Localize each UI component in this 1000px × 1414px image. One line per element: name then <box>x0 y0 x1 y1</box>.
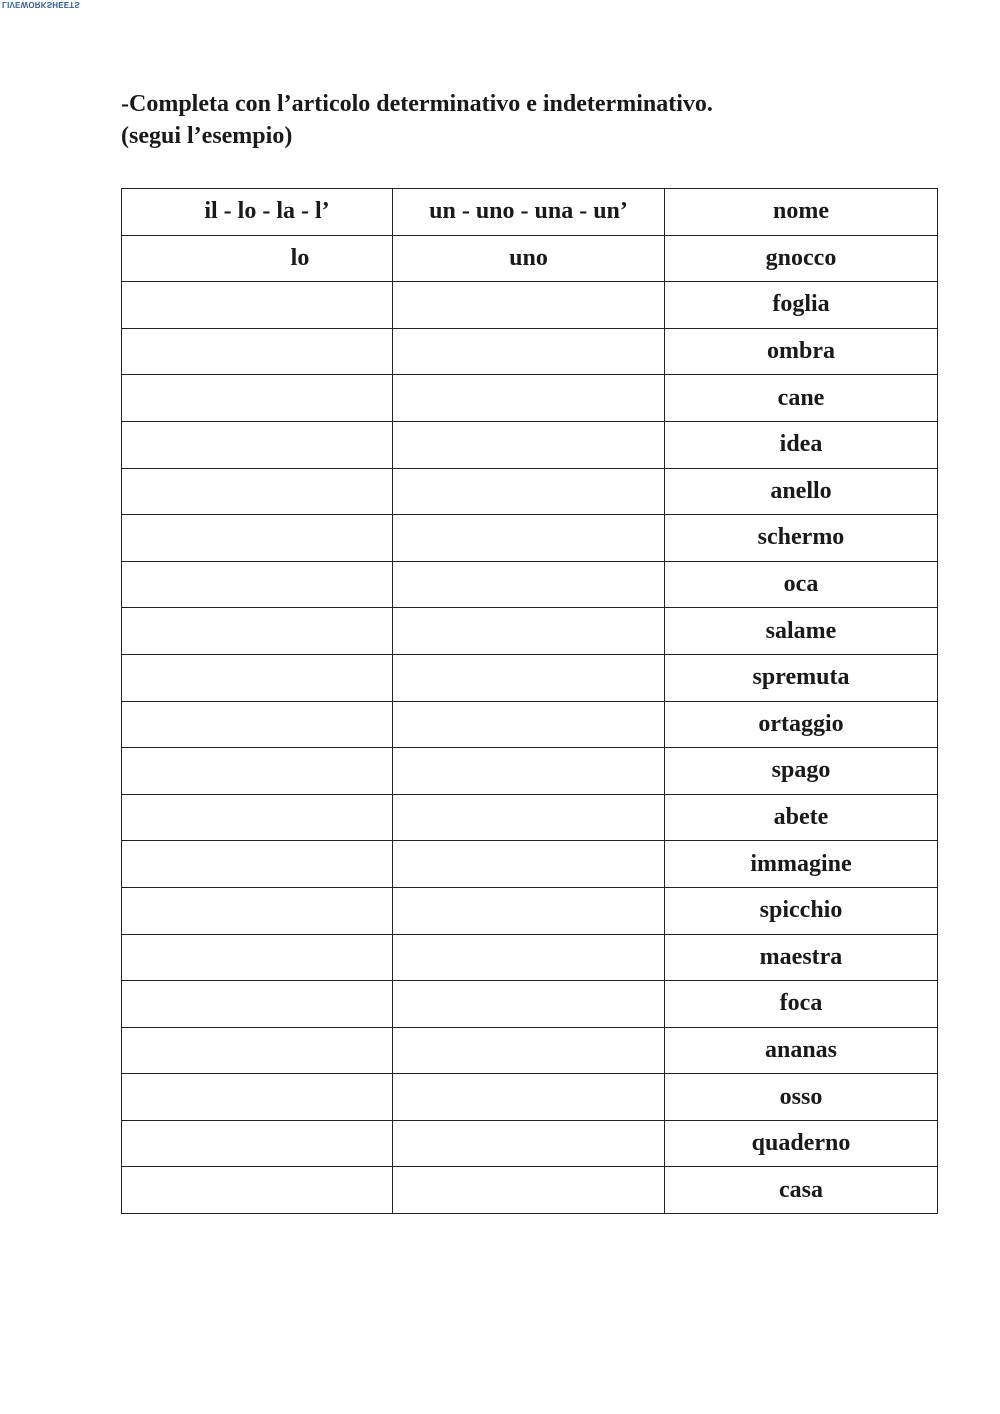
definite-article-cell[interactable] <box>122 1074 393 1121</box>
instruction-line-1: -Completa con l’articolo determinativo e indeterminativo. <box>121 91 713 117</box>
indefinite-article-cell[interactable] <box>393 654 665 701</box>
table-row <box>122 701 938 748</box>
noun-cell: schermo <box>665 515 938 562</box>
definite-article-cell[interactable] <box>122 654 393 701</box>
noun-cell: osso <box>665 1074 938 1121</box>
instruction-line-2: (segui l’esempio) <box>121 123 293 149</box>
table-row <box>122 1074 938 1121</box>
table-row <box>122 421 938 468</box>
definite-article-cell[interactable] <box>122 841 393 888</box>
table-row <box>122 1027 938 1074</box>
example-noun: gnocco <box>665 235 938 282</box>
indefinite-article-cell[interactable] <box>393 1027 665 1074</box>
noun-cell: idea <box>665 421 938 468</box>
definite-article-cell[interactable] <box>122 794 393 841</box>
definite-article-cell[interactable] <box>122 468 393 515</box>
definite-article-cell[interactable] <box>122 515 393 562</box>
table-row <box>122 1120 938 1167</box>
noun-cell: foca <box>665 981 938 1028</box>
header-indefinite-articles: un - uno - una - un’ <box>393 189 665 236</box>
indefinite-article-cell[interactable] <box>393 468 665 515</box>
table-row <box>122 841 938 888</box>
definite-article-cell[interactable] <box>122 748 393 795</box>
table-row <box>122 748 938 795</box>
example-indefinite-article: uno <box>393 235 665 282</box>
indefinite-article-cell[interactable] <box>393 1074 665 1121</box>
indefinite-article-cell[interactable] <box>393 748 665 795</box>
definite-article-cell[interactable] <box>122 375 393 422</box>
indefinite-article-cell[interactable] <box>393 701 665 748</box>
table-row <box>122 794 938 841</box>
definite-article-cell[interactable] <box>122 887 393 934</box>
definite-article-cell[interactable] <box>122 1120 393 1167</box>
indefinite-article-cell[interactable] <box>393 981 665 1028</box>
definite-article-cell[interactable] <box>122 328 393 375</box>
watermark-logo: LIVEWORKSHEETS <box>2 0 80 9</box>
indefinite-article-cell[interactable] <box>393 421 665 468</box>
noun-cell: anello <box>665 468 938 515</box>
definite-article-cell[interactable] <box>122 981 393 1028</box>
table-row <box>122 608 938 655</box>
header-noun: nome <box>665 189 938 236</box>
indefinite-article-cell[interactable] <box>393 375 665 422</box>
table-row <box>122 515 938 562</box>
definite-article-cell[interactable] <box>122 701 393 748</box>
definite-article-cell[interactable] <box>122 1027 393 1074</box>
instructions <box>121 88 713 152</box>
table-row <box>122 561 938 608</box>
noun-cell: foglia <box>665 282 938 329</box>
noun-cell: maestra <box>665 934 938 981</box>
noun-cell: ananas <box>665 1027 938 1074</box>
indefinite-article-cell[interactable] <box>393 608 665 655</box>
table-row <box>122 468 938 515</box>
indefinite-article-cell[interactable] <box>393 934 665 981</box>
indefinite-article-cell[interactable] <box>393 794 665 841</box>
indefinite-article-cell[interactable] <box>393 561 665 608</box>
table-row <box>122 282 938 329</box>
table-row <box>122 981 938 1028</box>
noun-cell: casa <box>665 1167 938 1214</box>
definite-article-cell[interactable] <box>122 561 393 608</box>
noun-cell: quaderno <box>665 1120 938 1167</box>
definite-article-cell[interactable] <box>122 421 393 468</box>
noun-cell: immagine <box>665 841 938 888</box>
table-row <box>122 1167 938 1214</box>
header-definite-articles: il - lo - la - l’ <box>122 189 393 236</box>
table-row <box>122 887 938 934</box>
example-definite-article: lo <box>122 235 393 282</box>
table-row <box>122 934 938 981</box>
header-row <box>122 189 938 236</box>
definite-article-cell[interactable] <box>122 1167 393 1214</box>
table-row <box>122 328 938 375</box>
noun-cell: spicchio <box>665 887 938 934</box>
indefinite-article-cell[interactable] <box>393 515 665 562</box>
indefinite-article-cell[interactable] <box>393 282 665 329</box>
noun-cell: spago <box>665 748 938 795</box>
definite-article-cell[interactable] <box>122 934 393 981</box>
noun-cell: ortaggio <box>665 701 938 748</box>
article-table <box>121 188 938 1214</box>
indefinite-article-cell[interactable] <box>393 1120 665 1167</box>
indefinite-article-cell[interactable] <box>393 1167 665 1214</box>
noun-cell: oca <box>665 561 938 608</box>
definite-article-cell[interactable] <box>122 608 393 655</box>
definite-article-cell[interactable] <box>122 282 393 329</box>
noun-cell: salame <box>665 608 938 655</box>
table-row <box>122 375 938 422</box>
example-row <box>122 235 938 282</box>
noun-cell: spremuta <box>665 654 938 701</box>
noun-cell: ombra <box>665 328 938 375</box>
indefinite-article-cell[interactable] <box>393 887 665 934</box>
table-row <box>122 654 938 701</box>
noun-cell: cane <box>665 375 938 422</box>
noun-cell: abete <box>665 794 938 841</box>
indefinite-article-cell[interactable] <box>393 328 665 375</box>
indefinite-article-cell[interactable] <box>393 841 665 888</box>
